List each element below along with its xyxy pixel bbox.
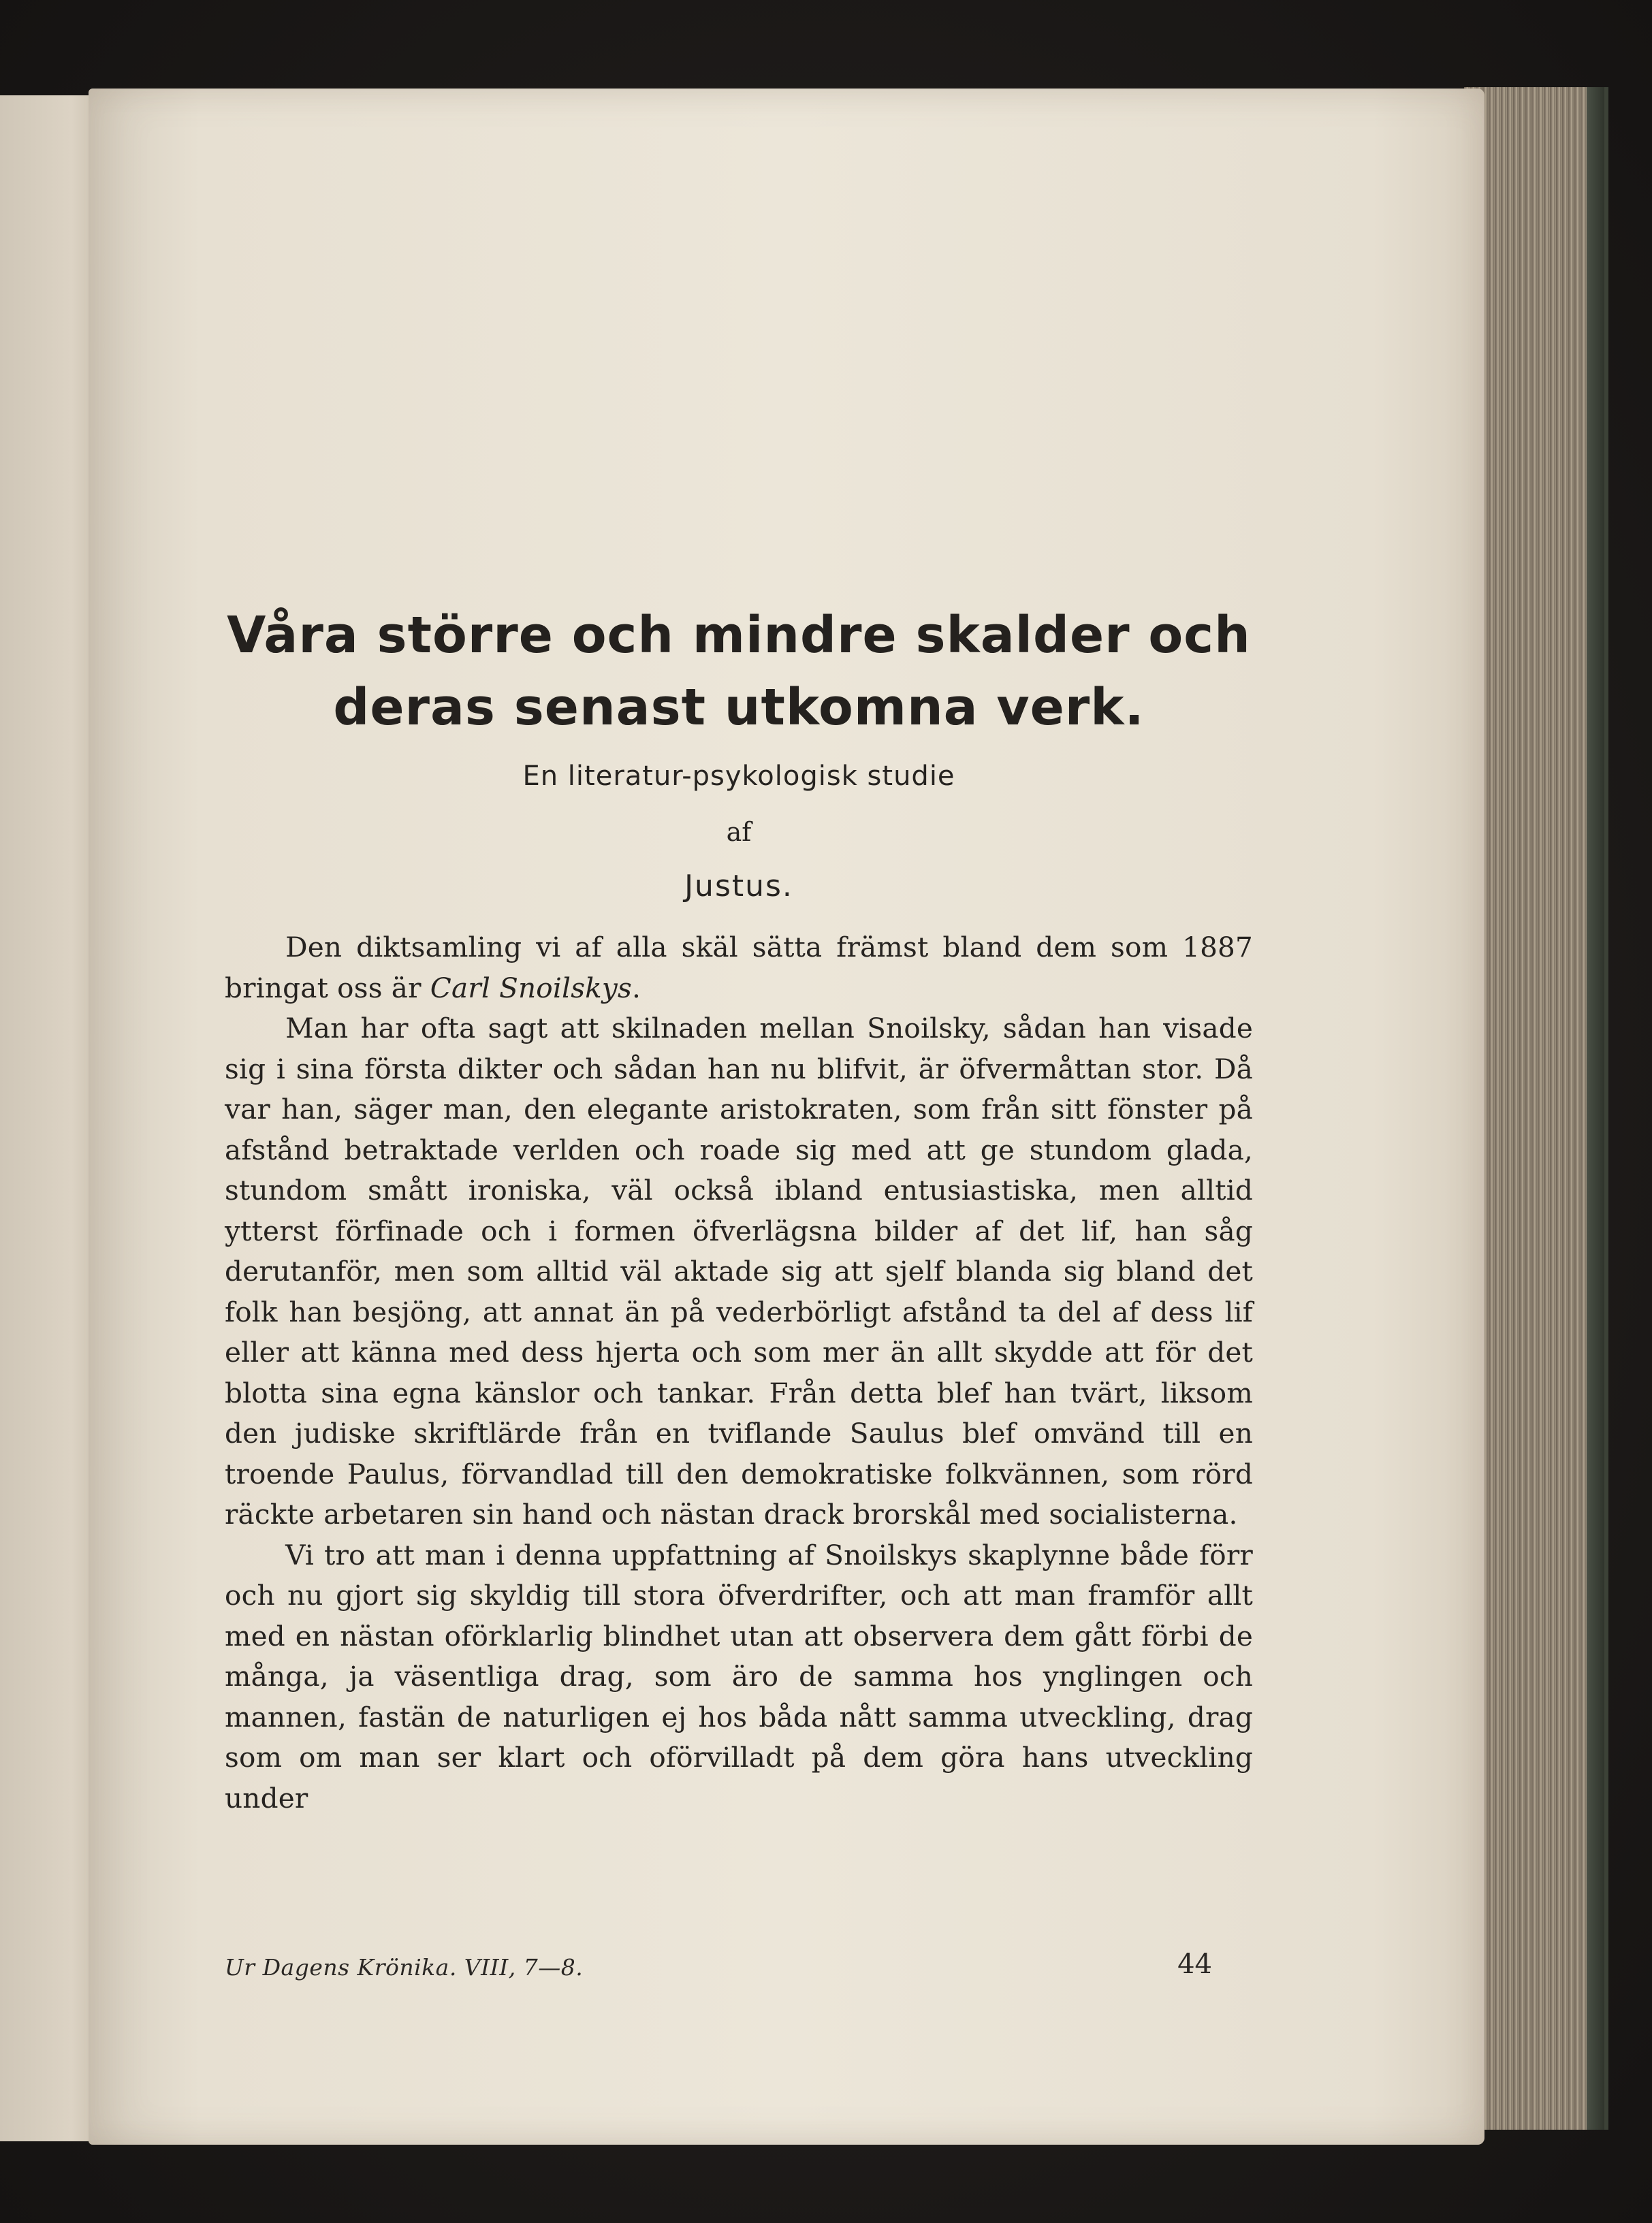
paragraph-2: Man har ofta sagt att skilnaden mellan Snoilsky, sådan han visade sig i sina första dikter och sådan han nu blifvit, är öfvermåttan stor. Då var han, säger man, den elegante aristokraten, som från sitt fönster på afstånd betraktade verlden och roade sig med att ge stundom glada, stundom smått ironiska, väl också ibland entusiastiska, men alltid ytterst förfinade och i formen öfverlägsna bilder af det lif, han såg derutanför, men som alltid väl aktade sig att sjelf blanda sig bland det folk han besjöng, att annat än på vederbörligt afstånd ta del af dess lif eller att känna med dess hjerta och som mer än allt skydde att för det blotta sina egna känslor och tankar. Från detta blef han tvärt, liksom den judiske skriftlärde från en tviflande Saulus blef omvänd till en troende Paulus, förvandlad till den demokratiske folkvännen, som rörd räckte arbetaren sin hand och nästan drack brorskål med socialisterna. [225, 1012, 1253, 1531]
article-subtitle: En literatur-psykologisk studie [522, 761, 955, 792]
paragraph-1-end: . [631, 971, 641, 1004]
poet-name: Carl Snoilskys [430, 971, 632, 1004]
book-cover-edge [1587, 87, 1604, 2130]
paragraph-1 [225, 927, 1253, 1008]
page-footer [225, 1949, 1212, 1981]
article-title-line-1: Våra större och mindre skalder och [227, 606, 1251, 665]
facing-page-edge [0, 95, 102, 2141]
journal-source: Ur Dagens Krönika. VIII, 7—8. [225, 1954, 584, 1981]
author-name: Justus. [684, 869, 793, 903]
article-title-line-2: deras senast utkomna verk. [333, 678, 1145, 737]
page-content [225, 599, 1253, 1819]
page-number: 44 [1177, 1949, 1212, 1980]
paragraph-3: Vi tro att man i denna uppfattning af Snoilskys skaplynne både förr och nu gjort sig skyldig till stora öfverdrifter, och att man framför allt med en nästan oförklarlig blindhet utan att observera dem gått förbi de många, ja väsentliga drag, som äro de samma hos ynglingen och mannen, fastän de naturligen ej hos båda nått samma utveckling, drag som om man ser klart och oförvilladt på dem göra hans utveckling under [225, 1538, 1253, 1814]
article-title [225, 599, 1253, 743]
paragraph-1-text: Den diktsamling vi af alla skäl sätta främst bland dem som 1887 bringat oss är [225, 931, 1253, 1004]
byline-preposition: af [726, 817, 752, 847]
article-body [225, 927, 1253, 1819]
